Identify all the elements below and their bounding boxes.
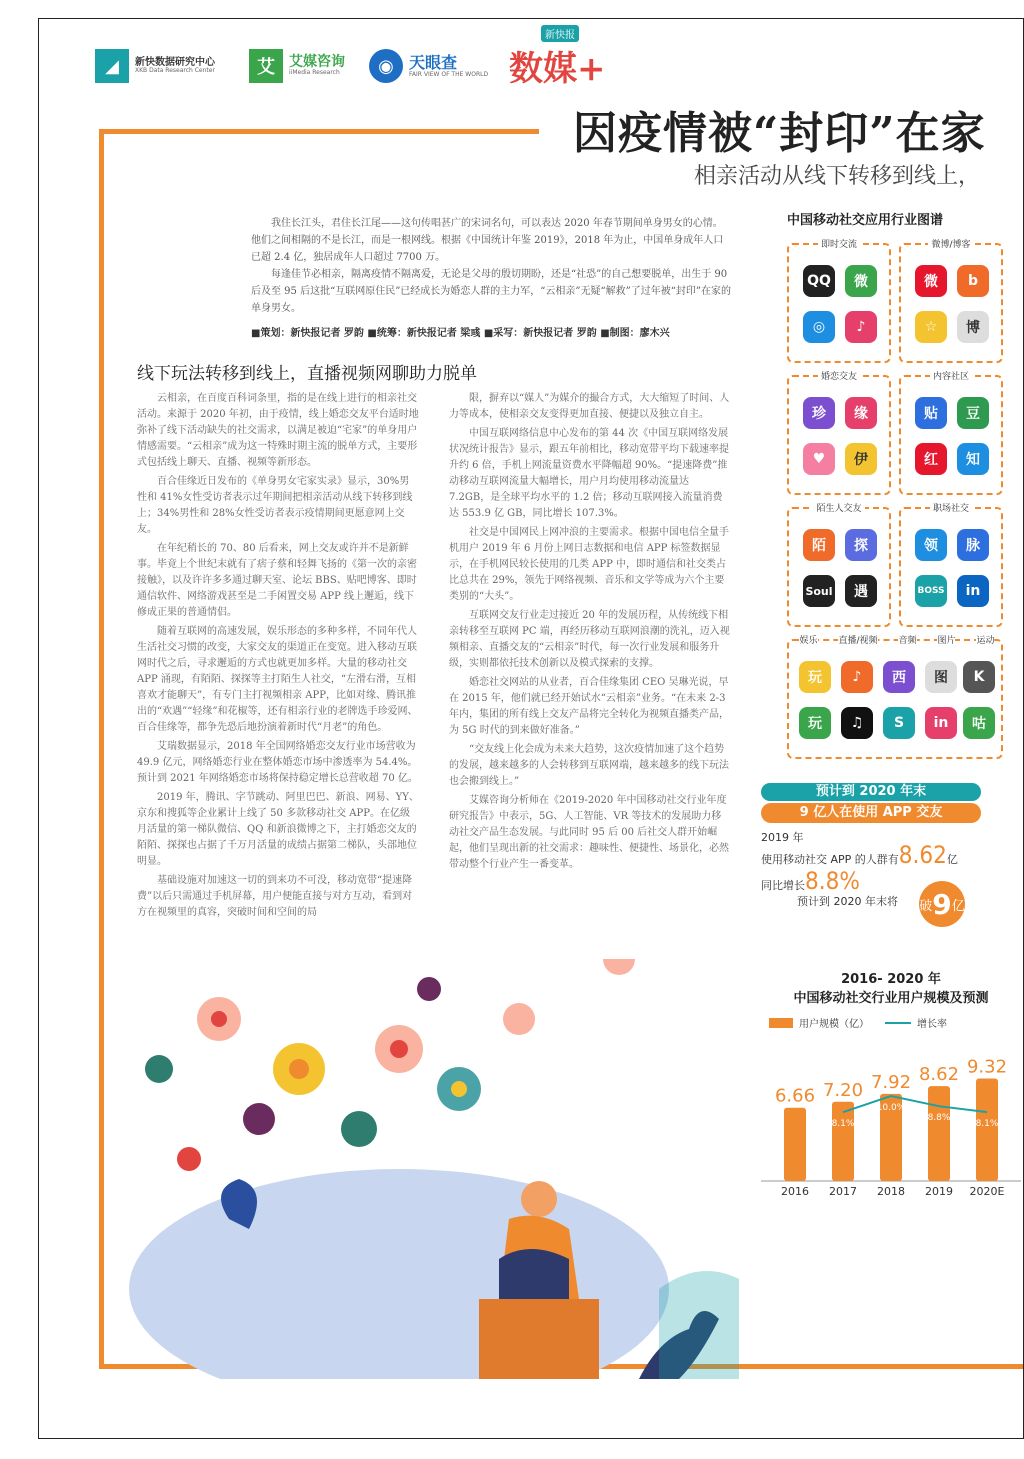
stat-users-value: 8.62 bbox=[898, 841, 947, 869]
stat-growth-value: 8.8% bbox=[805, 867, 860, 895]
rate-label: 8.8% bbox=[927, 1113, 951, 1124]
brand-name: 数媒+ bbox=[509, 49, 606, 89]
legend-line-swatch bbox=[885, 1022, 911, 1024]
category-content-community bbox=[899, 372, 1003, 495]
tantan-icon: 探 bbox=[845, 529, 877, 561]
bar bbox=[976, 1078, 998, 1181]
wechat-icon: 微 bbox=[845, 265, 877, 297]
flowers bbox=[145, 959, 635, 1171]
paragraph: 社交是中国网民上网冲浪的主要需求。根据中国电信全量手机用户 2019 年 6 月份上网日志数据和电信 APP 标签数据显示，在手机网民较长使用的几类 APP 中，即时通信和社交类占比总共在 29%，领先于网络视频、音乐和文学等成为六个主要类别的“大头”。 bbox=[449, 527, 729, 602]
legend-bar-label: 用户规模（亿） bbox=[799, 1019, 869, 1030]
bar bbox=[928, 1086, 950, 1181]
zhihu-icon: 知 bbox=[957, 443, 989, 475]
yiban-icon: 伊 bbox=[845, 443, 877, 475]
zhenai-icon: 珍 bbox=[803, 397, 835, 429]
blog-icon: b bbox=[957, 265, 989, 297]
chat-icon: ♪ bbox=[845, 311, 877, 343]
chart-title: 2016- 2020 年 中国移动社交行业用户规模及预测 bbox=[793, 972, 989, 1006]
user-scale-chart bbox=[761, 1031, 1021, 1201]
paragraph: 互联网交友行业走过接近 20 年的发展历程，从传统线下相亲转移至互联网 PC 端，再经历移动互联网浪潮的洗礼，迈入视频相亲、直播交友的“云相亲”时代，每一次行业发展和服务升级，实则都依托技术创新以及模式探索的支撑。 bbox=[449, 610, 730, 669]
momo-icon: 陌 bbox=[803, 529, 835, 561]
bar-value-label: 7.92 bbox=[870, 1071, 912, 1093]
intro bbox=[251, 215, 731, 317]
page-title: 因疫情被“封印”在家 bbox=[573, 108, 986, 159]
ent-label: 娱乐 bbox=[799, 633, 817, 646]
ent-label: 音频 bbox=[898, 633, 916, 646]
linkedin-icon: in bbox=[957, 575, 989, 607]
paragraph: 云相亲，在百度百科词条里，指的是在线上进行的相亲社交活动。来源于 2020 年初，由于疫情，线上婚恋交友平台适时地弥补了线下活动缺失的社交需求，以满足被迫“宅家”的单身用户情感需要。“云相亲”成为这一特殊时期主流的脱单方式，主要形式包括线上聊天、直播、视频等新形态。 bbox=[137, 393, 419, 468]
meet-icon: 遇 bbox=[845, 575, 877, 607]
rate-label: 8.1% bbox=[831, 1119, 855, 1130]
imedia-logo: 艾 艾媒咨询 iiMedia Research bbox=[249, 49, 345, 83]
paragraph: 基础设施对加速这一切的到来功不可没，移动宽带“提速降费”以后只需通过手机屏幕，用户便能直接与对方互动，看到对方在视频里的真容，突破时间和空间的局 bbox=[137, 875, 413, 918]
xinkuai-logo-icon: ◢ bbox=[95, 49, 129, 83]
girl-head bbox=[521, 1181, 557, 1217]
legend-bar-swatch bbox=[769, 1018, 793, 1028]
legend-line-label: 增长率 bbox=[917, 1019, 947, 1030]
paragraph: 婚恋社交网站的从业者，百合佳缘集团 CEO 吴琳光说，早在 2015 年，他们就已经开始试水“云相亲”业务。“在未来 2-3 年内，集团的所有线上交友产品将完全转化为视频直播类产品，为 5G 时代的到来做好准备。” bbox=[449, 677, 729, 736]
soul-icon: Soul bbox=[803, 575, 835, 607]
x-tick-label: 2016 bbox=[781, 1185, 809, 1198]
keep-icon: K bbox=[963, 661, 995, 693]
gudong-icon: 咕 bbox=[963, 707, 995, 739]
video-icon: ♪ bbox=[841, 661, 873, 693]
qq-icon: QQ bbox=[803, 265, 835, 297]
paragraph: 艾瑞数据显示，2018 年全国网络婚恋交友行业市场营收为 49.9 亿元，网络婚恋行业在整体婚恋市场中渗透率为 54.4%。预计到 2021 年网络婚恋市场将保持稳定增长总营收超 70 亿。 bbox=[137, 741, 418, 784]
lingying-icon: 领 bbox=[915, 529, 947, 561]
ent-label: 图片 bbox=[937, 633, 955, 646]
bar bbox=[832, 1102, 854, 1181]
page bbox=[38, 18, 1024, 1439]
stat-forecast-line: 预计到 2020 年末将 bbox=[797, 895, 898, 908]
category-stranger-social bbox=[787, 504, 891, 627]
category-label: 陌生人交友 bbox=[813, 504, 864, 514]
intro-paragraph: 每逢佳节必相亲，隔离疫情不隔离爱，无论是父母的殷切期盼，还是“社恐”的自己想要脱单，出生于 90 后及至 95 后这批“互联网原住民”已经成长为婚恋人群的主力军，“云相亲”无疑“解救”了过年被“封印”在家的单身男女。 bbox=[251, 269, 731, 314]
entertainment-icon: 玩 bbox=[799, 661, 831, 693]
bo-icon: 博 bbox=[957, 311, 989, 343]
imedia-logo-icon: 艾 bbox=[249, 49, 283, 83]
plant-shape bbox=[659, 1271, 739, 1379]
category-entertainment bbox=[787, 636, 1003, 759]
stat-users-line: 使用移动社交 APP 的人群有8.62亿 bbox=[761, 841, 958, 869]
bar-value-label: 7.20 bbox=[822, 1079, 864, 1101]
paragraph: 限，摒弃以“媒人”为媒介的撮合方式，大大缩短了时间、人力等成本，使相亲交友变得更加直接、便捷以及独立自主。 bbox=[449, 393, 730, 420]
heart-icon: ♥ bbox=[803, 443, 835, 475]
weibo-icon: 微 bbox=[915, 265, 947, 297]
xiaohongshu-icon: 红 bbox=[915, 443, 947, 475]
baihe-icon: 缘 bbox=[845, 397, 877, 429]
rate-label: 8.1% bbox=[975, 1119, 999, 1130]
bar-value-label: 8.62 bbox=[918, 1064, 960, 1086]
tianyancha-logo: ◉ 天眼查 FAIR VIEW OF THE WORLD bbox=[369, 49, 488, 83]
ent-label: 直播/视频 bbox=[838, 633, 877, 646]
forecast-banner: 预计到 2020 年末 bbox=[761, 783, 981, 801]
stat-growth-line: 同比增长8.8% bbox=[761, 867, 860, 895]
girl-legs bbox=[499, 1249, 569, 1299]
x-tick-label: 2017 bbox=[829, 1185, 857, 1198]
category-label: 微博/博客 bbox=[928, 240, 973, 250]
intro-paragraph: 我住长江头，君住长江尾——这句传唱甚广的宋词名句，可以表达 2020 年春节期间单身男女的心情。他们之间相隔的不是长江，而是一根网线。根据《中国统计年鉴 2019》，2018 年为止，中国单身成年人口已超 2.4 亿，独居成年人口超过 7700 万。 bbox=[251, 218, 724, 263]
growth-rate-line bbox=[843, 1096, 987, 1112]
industry-map-heading: 中国移动社交应用行业图谱 bbox=[787, 213, 944, 228]
x-tick-label: 2018 bbox=[877, 1185, 905, 1198]
boss-icon: BOSS bbox=[915, 575, 947, 607]
audio-app-icon: S bbox=[883, 707, 915, 739]
paragraph: 2019 年，腾讯、字节跳动、阿里巴巴、新浪、网易、YY、京东和搜狐等企业累计上线了 50 多款移动社交 APP。在亿级月活量的第一梯队微信、QQ 和新浪微博之下，主打婚恋交友的陌陌、探探也占据了千万月活量的成绩占据第二梯队，头部地位明显。 bbox=[137, 792, 419, 867]
section-title: 线下玩法转移到线上，直播视频网聊助力脱单 bbox=[137, 364, 477, 384]
article-column-2 bbox=[449, 391, 731, 876]
paragraph: 在年纪稍长的 70、80 后看来，网上交友或许并不是新鲜事。毕竟上个世纪末就有了痞子蔡和轻舞飞扬的《第一次的亲密接触》，以及许许多多通过聊天室、论坛 BBS、贴吧博客、即时通信软件、网络游戏甚至是二手闲置交易 APP 线上邂逅，线下修成正果的普通情侣。 bbox=[137, 543, 417, 618]
entertainment-labels bbox=[789, 633, 1005, 646]
maimai-icon: 脉 bbox=[957, 529, 989, 561]
paragraph: 百合佳缘近日发布的《单身男女宅家实录》显示，30%男性和 41%女性受访者表示过年期间把相亲活动从线下转移到线上；34%男性和 28%女性受访者表示疫情期间更愿意网上交友。 bbox=[137, 476, 413, 535]
category-weibo-blog bbox=[899, 240, 1003, 363]
rate-label: 10.0% bbox=[876, 1103, 906, 1113]
bar-value-label: 9.32 bbox=[966, 1056, 1008, 1078]
paragraph: 中国互联网络信息中心发布的第 44 次《中国互联网络发展状况统计报告》显示，跟五年前相比，移动宽带平均下载速率提升约 6 倍，手机上网流量资费水平降幅超 90%。“提速降费”推动移动互联网流量大幅增长，用户月均使用移动流量达 7.2GB，是全球平均水平的 1.2 倍；移动互联网接入流量消费达 553.9 亿 GB，同比增长 107.3%。 bbox=[449, 428, 729, 519]
audio-icon: 西 bbox=[883, 661, 915, 693]
douban-icon: 豆 bbox=[957, 397, 989, 429]
frame-top-line bbox=[99, 129, 539, 134]
nine-hundred-million-badge: 破 9 亿 bbox=[919, 881, 965, 927]
forecast-banner-highlight: 9 亿人在使用 APP 交友 bbox=[761, 803, 981, 823]
bar bbox=[784, 1108, 806, 1181]
star-icon: ☆ bbox=[915, 311, 947, 343]
ent-label: 运动 bbox=[976, 633, 994, 646]
tianyancha-logo-icon: ◉ bbox=[369, 49, 403, 83]
image-icon: 图 bbox=[925, 661, 957, 693]
in-app-icon: in bbox=[925, 707, 957, 739]
category-label: 即时交流 bbox=[818, 240, 860, 250]
douyin-icon: ♫ bbox=[841, 707, 873, 739]
paragraph: 艾媒咨询分析师在《2019-2020 年中国移动社交行业年度研究报告》中表示，5G、人工智能、VR 等技术的发展助力移动社交产品生态发展。与此同时 95 后 00 后社交人群开始崛起，他们呈现出新的社交需求：趣味性、便捷性、场景化，必然带动整个行业产生一番变革。 bbox=[449, 795, 729, 870]
category-label: 内容社区 bbox=[930, 372, 972, 382]
messaging-icon: ◎ bbox=[803, 311, 835, 343]
article-column-1 bbox=[137, 391, 419, 924]
category-dating bbox=[787, 372, 891, 495]
box-seat bbox=[479, 1299, 599, 1379]
play-icon: 玩 bbox=[799, 707, 831, 739]
category-label: 婚恋交友 bbox=[818, 372, 860, 382]
category-instant-messaging bbox=[787, 240, 891, 363]
brand-tag: 新快报 bbox=[541, 25, 579, 42]
x-tick-label: 2019 bbox=[925, 1185, 953, 1198]
xinkuai-logo: ◢ 新快数据研究中心 XKB Data Research Center bbox=[95, 49, 215, 83]
illustration-girl-with-flowers bbox=[99, 959, 799, 1379]
paragraph: 随着互联网的高速发展，娱乐形态的多种多样，不同年代人生活社交习惯的改变，大家交友的渠道正在变宽。进入移动互联网时代之后，寻求邂逅的方式也就更加多样。大量的移动社交 APP 涌现，有陌陌、探探等主打陌生人社交，“左滑右滑，互相喜欢才能聊天”，有专门主打视频相亲 APP，比如对缘、腾讯推出的“欢遇”“轻缘”和花椒等，还有相亲行业的老牌选手珍爱网、百合佳缘等，都争先恐后地扮演着新时代“月老”的角色。 bbox=[137, 626, 418, 733]
bar-value-label: 6.66 bbox=[774, 1085, 816, 1107]
credits: ■策划：新快报记者 罗韵 ■统筹：新快报记者 梁彧 ■采写：新快报记者 罗韵 ■制图：廖木兴 bbox=[251, 328, 670, 339]
stat-year: 2019 年 bbox=[761, 831, 804, 844]
paragraph: “交友线上化会成为未来大趋势，这次疫情加速了这个趋势的发展，越来越多的人会转移到互联网端，越来越多的线下玩法也会搬到线上。” bbox=[449, 744, 729, 787]
tieba-icon: 贴 bbox=[915, 397, 947, 429]
chart-legend bbox=[769, 1015, 947, 1030]
category-workplace-social bbox=[899, 504, 1003, 627]
x-tick-label: 2020E bbox=[969, 1185, 1005, 1198]
category-label: 职场社交 bbox=[930, 504, 972, 514]
page-subtitle: 相亲活动从线下转移到线上， bbox=[694, 164, 981, 189]
